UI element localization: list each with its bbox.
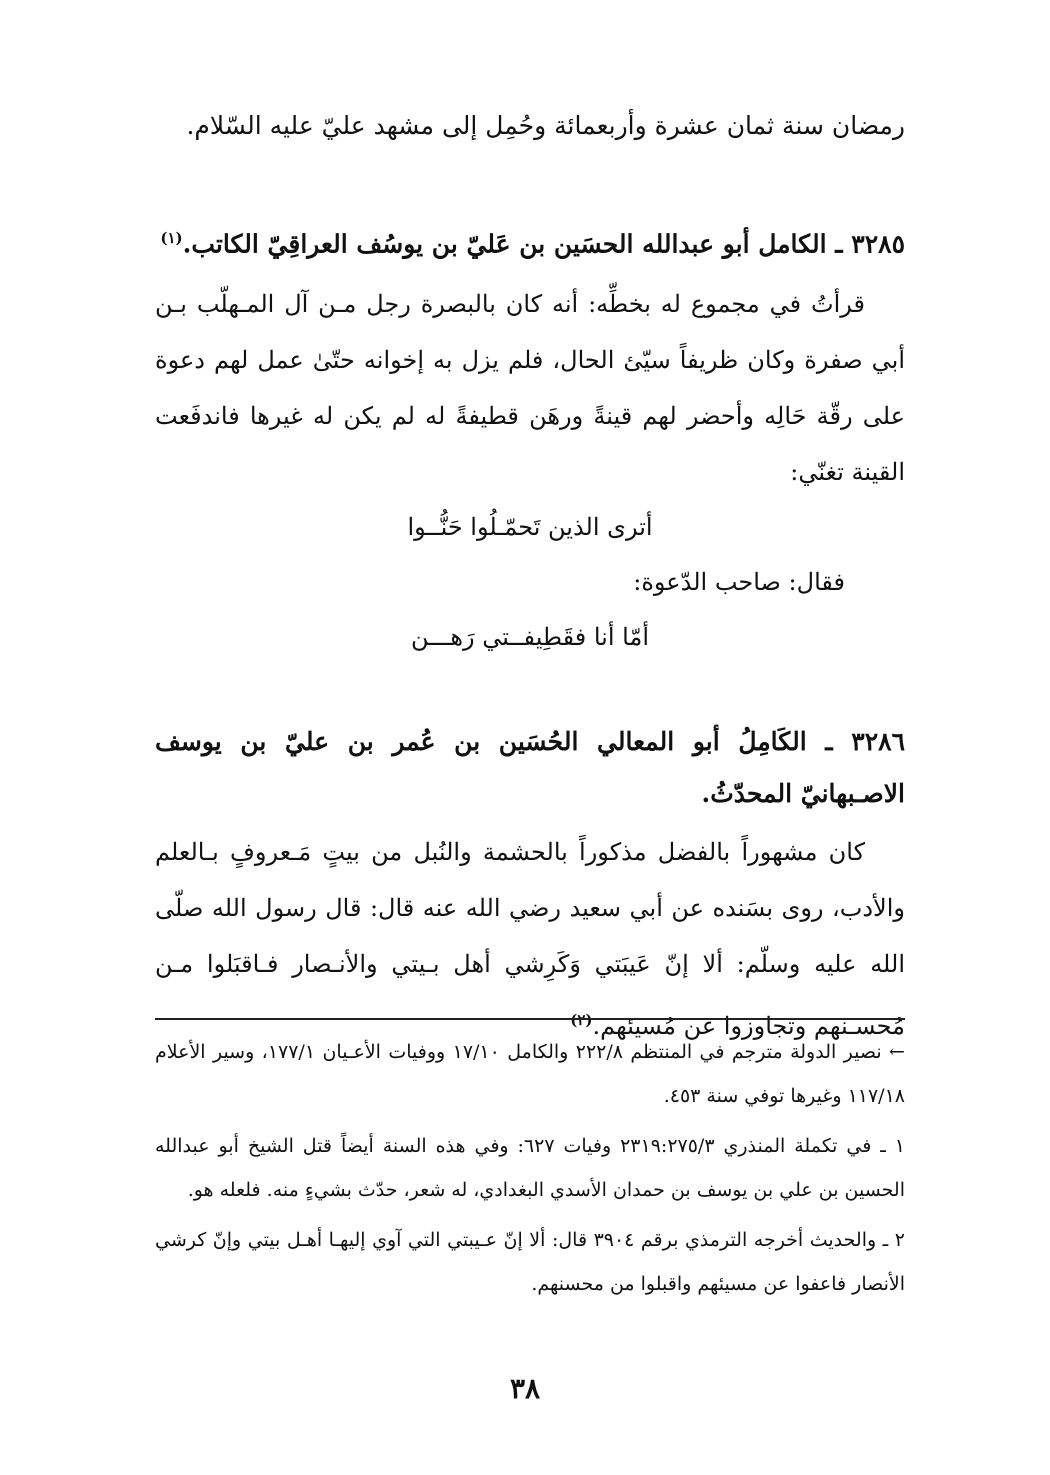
footnote-marker: (١) [160, 229, 183, 247]
entry-heading-text: ٣٢٨٥ ـ الكامل أبو عبدالله الحسَين بن عَليّ بن يوسُف العراقِيّ الكاتب. [182, 229, 905, 259]
speaker-line: فقال: صاحب الدّعوة: [633, 568, 845, 597]
page-body [155, 92, 905, 1054]
entry-3285 [155, 212, 905, 664]
entry-paragraph: قرأتُ في مجموع له بخطِّه: أنه كان بالبصرة رجل مـن آل المـهلّب بـن أبي صفرة وكان ظريفاً سيّئ الحال، فلم يزل به إخوانه حتّىٰ عمل لهم دعوة على رقّة حَالِه وأحضر لهم قينةً ورهَن قطيفةً له لم يكن له غيرها فاندفَعت القينة تغنّي: [155, 290, 906, 487]
entry-paragraph-text: كان مشهوراً بالفضل مذكوراً بالحشمة والنُبل من بيتٍ مَـعروفٍ بـالعلم والأدب، روى بسَنده عن أبي سعيد رضي الله عنه قال: قال رسول الله صلّى الله عليه وسلّم: ألا إنّ عَيبَتي وَكَرِشي أهل بـيتي والأنـصار فـاقبَلوا مـن مُحسـنهم وتجاوزوا عن مُسيئهم. [155, 838, 906, 1041]
entry-heading [155, 212, 905, 270]
continuation-line: رمضان سنة ثمان عشرة وأربعمائة وحُمِل إلى مشهد عليّ عليه السّلام. [186, 111, 905, 140]
footnotes-section [155, 1018, 905, 1306]
entry-3286 [155, 716, 905, 1054]
footnote: ← نصير الدولة مترجم في المنتظم ٢٢٢/٨ والكامل ١٧/١٠ ووفيات الأعـيان ١٧٧/١، وسير الأعلام ١١٧/١٨ وغيرها توفي سنة ٤٥٣. [155, 1041, 905, 1107]
verse-line: أترى الذين تَحمّـلُوا حَنُّــوا [407, 513, 653, 542]
verse-line: أمّا أنا فقَطِيفــتي رَهـــن [411, 623, 649, 652]
footnote: ١ ـ في تكملة المنذري ٢٣١٩:٢٧٥/٣ وفيات ٦٢٧: وفي هذه السنة أيضاً قتل الشيخ أبو عبدالله الحسين بن علي بن يوسف بن حمدان الأسدي البغدادي، له شعر، حدّث بشيءٍ منه. فلعله هو. [155, 1135, 905, 1201]
page-number: ٣٨ [509, 1372, 541, 1405]
footnote-divider [155, 1018, 905, 1020]
entry-heading: ٣٢٨٦ ـ الكَامِلُ أبو المعالي الحُسَين بن عُمر بن عليّ بن يوسف الاصـبهانيّ المحدّثُ. [155, 727, 905, 809]
footnote-marker: (٢) [570, 1011, 593, 1030]
footnote: ٢ ـ والحديث أخرجه الترمذي برقم ٣٩٠٤ قال: ألا إنّ عـيبتي التي آوي إليهـا أهـل بيتي وإنّ كرشي الأنصار فاعفوا عن مسيئهم واقبلوا من محسنهم. [155, 1229, 905, 1295]
